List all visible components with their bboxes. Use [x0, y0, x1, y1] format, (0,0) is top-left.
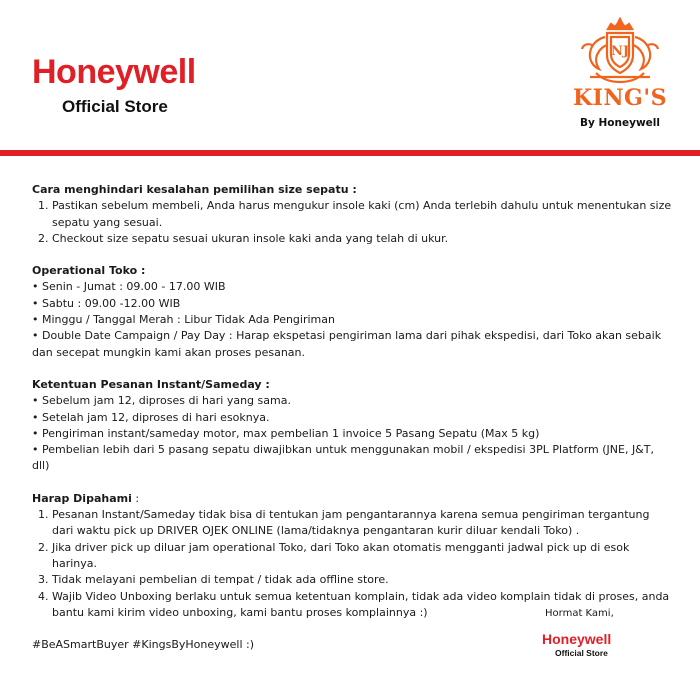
list-item: • Sebelum jam 12, diproses di hari yang sama. [32, 393, 672, 409]
signature [542, 608, 655, 658]
operational-list [32, 279, 672, 360]
operational-title: Operational Toko : [32, 264, 146, 278]
brand-subtitle: Official Store [62, 97, 168, 116]
list-item: • Double Date Campaign / Pay Day : Harap ekspetasi pengiriman lama dari pihak ekspedisi, dari Toko akan sebaik dan secepat mungkin kami akan proses pesanan. [32, 328, 672, 361]
list-item: 2. Checkout size sepatu sesuai ukuran insole kaki anda yang telah di ukur. [52, 231, 672, 247]
svg-text:NJ: NJ [610, 44, 630, 59]
notes-title-suffix: : [131, 491, 140, 505]
kings-wordmark: KING'S [573, 85, 667, 111]
hashtags: #BeASmartBuyer #KingsByHoneywell :) [32, 638, 254, 652]
size-guide-title: Cara menghindari kesalahan pemilihan size sepatu : [32, 183, 357, 196]
list-item: 3. Tidak melayani pembelian di tempat / tidak ada offline store. [52, 572, 672, 588]
brand-name: Honeywell [32, 53, 196, 91]
honeywell-logo [32, 55, 196, 117]
notes-heading [32, 491, 672, 507]
header-divider [0, 150, 700, 156]
list-item: • Setelah jam 12, diproses di hari esoknya. [32, 410, 672, 426]
list-item: 4. Wajib Video Unboxing berlaku untuk semua ketentuan komplain, tidak ada video komplain tidak di proses, anda bantu kami kirim video unboxing, kami bantu proses komplainnya :) [52, 589, 672, 622]
list-item: • Senin - Jumat : 09.00 - 17.00 WIB [32, 279, 672, 295]
instant-order-list [32, 393, 672, 474]
kings-logo [570, 15, 670, 129]
signature-greeting: Hormat Kami, [545, 608, 614, 619]
list-item: • Pembelian lebih dari 5 pasang sepatu diwajibkan untuk menggunakan mobil / ekspedisi 3PL Platform (JNE, J&T, dll) [32, 442, 672, 475]
signature-subtitle: Official Store [555, 648, 608, 658]
list-item: 2. Jika driver pick up diluar jam operational Toko, dari Toko akan otomatis mengganti jadwal pick up di esok harinya. [52, 540, 672, 573]
kings-crest-icon [578, 15, 662, 87]
header [0, 0, 700, 150]
size-guide-list [32, 198, 672, 247]
list-item: • Sabtu : 09.00 -12.00 WIB [32, 296, 672, 312]
signature-brand: Honeywell [542, 631, 612, 647]
store-policy-content [32, 182, 672, 653]
instant-order-title: Ketentuan Pesanan Instant/Sameday : [32, 377, 270, 391]
list-item: • Minggu / Tanggal Merah : Libur Tidak Ada Pengiriman [32, 312, 672, 328]
kings-tagline: By Honeywell [580, 117, 660, 129]
notes-title: Harap Dipahami [32, 491, 132, 505]
list-item: • Pengiriman instant/sameday motor, max pembelian 1 invoice 5 Pasang Sepatu (Max 5 kg) [32, 426, 672, 442]
notes-list [32, 507, 672, 621]
list-item: 1. Pesanan Instant/Sameday tidak bisa di tentukan jam pengantarannya karena semua pengiriman tergantung dari waktu pick up DRIVER OJEK ONLINE (lama/tidaknya pengantaran kurir diluar kendali Toko) . [52, 507, 672, 540]
list-item: 1. Pastikan sebelum membeli, Anda harus mengukur insole kaki (cm) Anda terlebih dahulu untuk menentukan size sepatu yang sesuai. [52, 198, 672, 231]
